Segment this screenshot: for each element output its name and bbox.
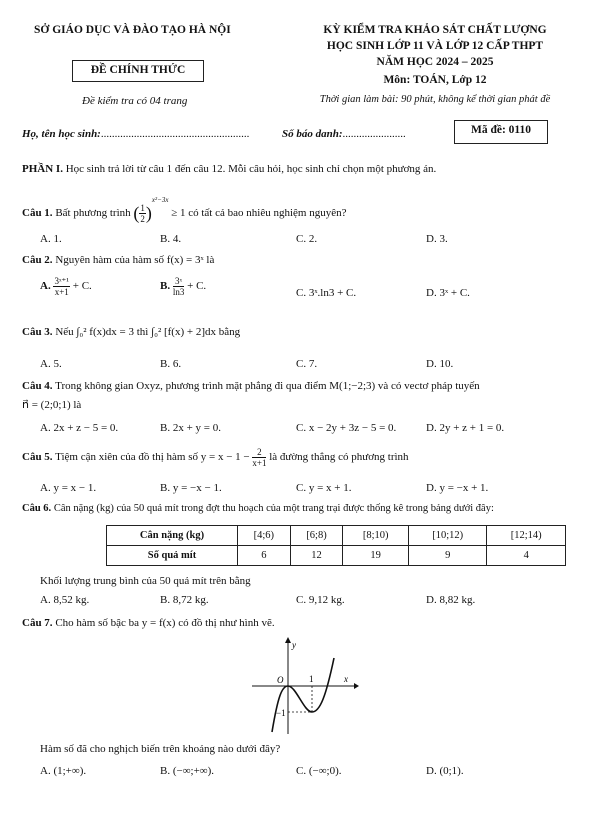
q7-option-c: C. (−∞;0). (296, 765, 342, 777)
q3-option-c: C. 7. (296, 358, 318, 370)
table-header-weight: Cân nặng (kg) (107, 526, 238, 546)
graph-y-label: y (292, 640, 296, 650)
table-row (107, 526, 566, 546)
q5-option-c: C. y = x + 1. (296, 482, 352, 494)
table-cell: [8;10) (343, 526, 409, 546)
table-cell: [10;12) (408, 526, 487, 546)
dept-name: SỞ GIÁO DỤC VÀ ĐÀO TẠO HÀ NỘI (34, 24, 231, 36)
id-label: Số báo danh:....................... (282, 128, 406, 140)
official-label: ĐỀ CHÍNH THỨC (90, 64, 186, 76)
q3-option-a: A. 5. (40, 358, 62, 370)
table-header-count: Số quả mít (107, 546, 238, 566)
part1-instruction: PHẦN I. Học sinh trả lời từ câu 1 đến câu 12. Mỗi câu hỏi, học sinh chỉ chọn một phương án. (22, 163, 437, 175)
table-cell: [6;8) (290, 526, 343, 546)
q5-option-a: A. y = x − 1. (40, 482, 97, 494)
table-row (107, 546, 566, 566)
q4-option-a: A. 2x + z − 5 = 0. (40, 422, 119, 434)
time-note: Thời gian làm bài: 90 phút, không kể thời gian phát đề (319, 94, 551, 105)
table-cell: 19 (343, 546, 409, 566)
graph-tick-1: 1 (309, 674, 314, 684)
school-year: NĂM HỌC 2024 – 2025 (376, 56, 494, 68)
q4-option-d: D. 2y + z + 1 = 0. (426, 422, 505, 434)
q4-text: Câu 4. Trong không gian Oxyz, phương trình mặt phẳng đi qua điểm M(1;−2;3) và có vectơ pháp tuyến (22, 380, 480, 392)
q6-option-a: A. 8,52 kg. (40, 594, 90, 606)
table-cell: 6 (238, 546, 291, 566)
q1-option-d: D. 3. (426, 233, 448, 245)
q6-question: Khối lượng trung bình của 50 quả mít trên bằng (40, 575, 251, 587)
q6-text: Câu 6. Cân nặng (kg) của 50 quả mít trong đợt thu hoạch của một trang trại được thống kê trong bảng dưới đây: (22, 503, 494, 514)
q4-option-c: C. x − 2y + 3z − 5 = 0. (296, 422, 397, 434)
table-cell: 12 (290, 546, 343, 566)
q2-option-d: D. 3ˣ + C. (426, 287, 470, 299)
q6-option-d: D. 8,82 kg. (426, 594, 476, 606)
q3-option-b: B. 6. (160, 358, 182, 370)
q2-text: Câu 2. Nguyên hàm của hàm số f(x) = 3ˣ là (22, 254, 215, 266)
q5-text: Câu 5. Tiệm cận xiên của đồ thị hàm số y = x − 1 − $\frac{2}{x+1}$ là đường thẳng có phương trình (22, 447, 409, 468)
q5-option-b: B. y = −x − 1. (160, 482, 222, 494)
q4-option-b: B. 2x + y = 0. (160, 422, 221, 434)
name-label: Họ, tên học sinh:...................................................... (22, 128, 250, 140)
q2-option-b: B. $\frac{\text{3ˣ}}{\ln 3}$ + C. (160, 276, 207, 297)
q2-option-c: C. 3ˣ.ln3 + C. (296, 287, 357, 299)
q7-question: Hàm số đã cho nghịch biến trên khoảng nào dưới đây? (40, 743, 281, 755)
graph-origin-label: O (277, 675, 284, 685)
q7-option-a: A. (1;+∞). (40, 765, 87, 777)
q4-text-2: n⃗ = (2;0;1) là (22, 399, 82, 411)
cubic-graph (250, 636, 360, 736)
q1-option-b: B. 4. (160, 233, 182, 245)
exam-title-1: KỲ KIỂM TRA KHẢO SÁT CHẤT LƯỢNG (323, 24, 547, 36)
q3-text: Câu 3. Nếu ∫₀² f(x)dx = 3 thì ∫₀² [f(x) + 2]dx bằng (22, 326, 241, 338)
q7-option-d: D. (0;1). (426, 765, 464, 777)
q7-option-b: B. (−∞;+∞). (160, 765, 215, 777)
q1-text: Câu 1. Bất phương trình ( $\frac{1}{2}$ )$^{x^2-3x}$ ≥ 1 có tất cả bao nhiêu nghiệm nguyên? (22, 196, 347, 224)
table-cell: [12;14) (487, 526, 566, 546)
q6-option-b: B. 8,72 kg. (160, 594, 209, 606)
q7-text: Câu 7. Cho hàm số bậc ba y = f(x) có đồ thị như hình vẽ. (22, 617, 275, 629)
table-cell: 9 (408, 546, 487, 566)
exam-code: Mã đề: 0110 (470, 124, 532, 136)
graph-x-label: x (344, 674, 348, 684)
q1-option-c: C. 2. (296, 233, 318, 245)
exam-title-2: HỌC SINH LỚP 11 VÀ LỚP 12 CẤP THPT (326, 40, 544, 52)
table-cell: [4;6) (238, 526, 291, 546)
q6-option-c: C. 9,12 kg. (296, 594, 345, 606)
graph-tick-neg1: −1 (276, 708, 286, 718)
table-cell: 4 (487, 546, 566, 566)
q2-option-a: A. $\frac{\text{3ˣ⁺¹}}{x+1}$ + C. (40, 276, 92, 297)
q1-option-a: A. 1. (40, 233, 62, 245)
q5-option-d: D. y = −x + 1. (426, 482, 489, 494)
weight-table (106, 525, 566, 566)
q3-option-d: D. 10. (426, 358, 454, 370)
subject: Môn: TOÁN, Lớp 12 (383, 74, 487, 86)
page-count: Đề kiểm tra có 04 trang (82, 95, 188, 107)
